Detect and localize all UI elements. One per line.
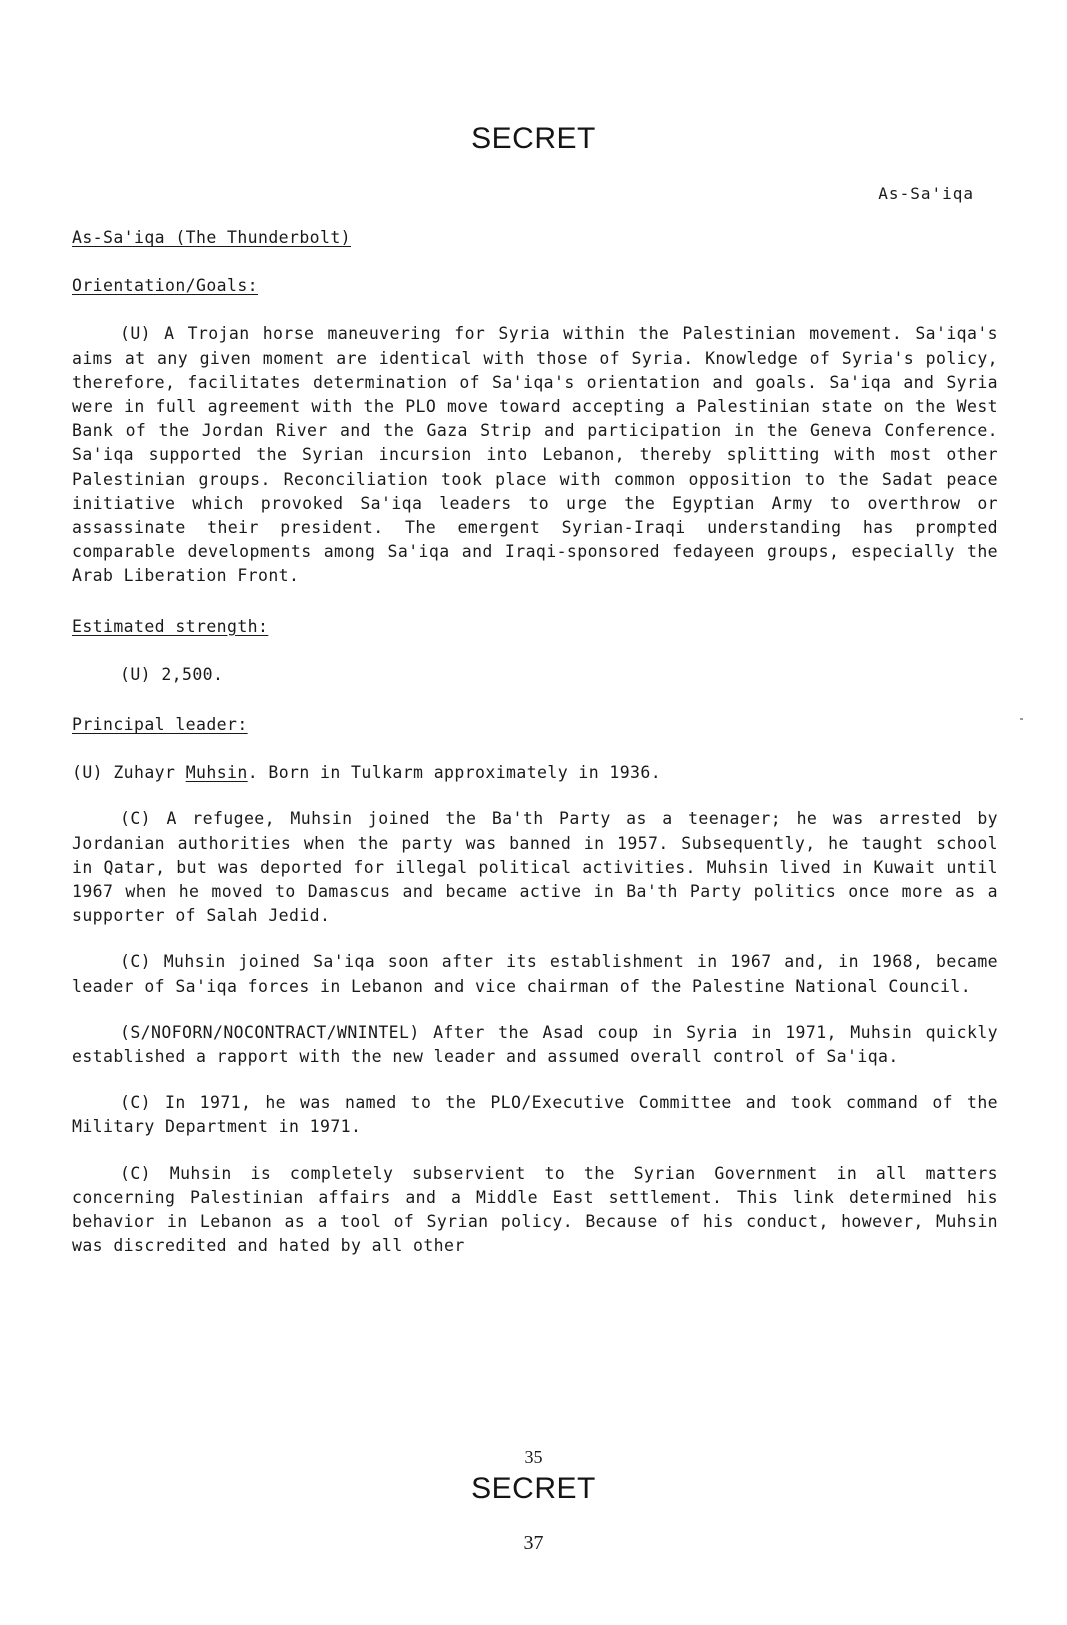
scan-speck [1020,718,1023,720]
classification-marking-top: SECRET [471,122,596,155]
leader-surname: Muhsin [185,763,248,783]
biography-paragraph: (C) Muhsin is completely subservient to the Syrian Government in all matters concerning Palestinian affairs and a Middle East settlement. This link determined his behavior in Lebanon as a tool of Syrian policy. Because of his conduct, however, Muhsin was discredited and hated by all other [72,1163,998,1256]
leader-suffix: . Born in Tulkarm approximately in 1936. [247,763,662,783]
biography-paragraph: (S/NOFORN/NOCONTRACT/WNINTEL) After the Asad coup in Syria in 1971, Muhsin quickly established a rapport with the new leader and assumed overall control of Sa'iqa. [72,1022,998,1067]
inner-page-number: 35 [524,1447,543,1467]
document-body [72,222,998,1281]
leader-prefix: (U) Zuhayr [72,763,186,783]
running-head: As-Sa'iqa [878,184,974,203]
leader-line [72,761,998,785]
classification-marking-bottom: SECRET [471,1472,596,1505]
biography-paragraph: (C) In 1971, he was named to the PLO/Executive Committee and took command of the Military Department in 1971. [72,1093,998,1137]
document-title: As-Sa'iqa (The Thunderbolt) [72,228,352,247]
biography-paragraph: (C) A refugee, Muhsin joined the Ba'th Party as a teenager; he was arrested by Jordanian authorities when the party was banned in 1957. Subsequently, he taught school in Qatar, but was deported for illegal political activities. Muhsin lived in Kuwait until 1967 when he moved to Damascus and became active in Ba'th Party politics once more as a supporter of Salah Jedid. [72,809,998,926]
orientation-heading: Orientation/Goals: [72,276,259,296]
strength-heading: Estimated strength: [72,616,269,636]
leader-heading: Principal leader: [72,715,248,735]
strength-value: (U) 2,500. [120,664,224,684]
orientation-paragraph: (U) A Trojan horse maneuvering for Syria within the Palestinian movement. Sa'iqa's aims at any given moment are identical with those of Syria. Knowledge of Syria's policy, therefore, facilitates determination of Sa'iqa's orientation and goals. Sa'iqa and Syria were in full agreement with the PLO move toward accepting a Palestinian state on the West Bank of the Jordan River and the Gaza Strip and participation in the Geneva Conference. Sa'iqa supported the Syrian incursion into Lebanon, thereby splitting with most other Palestinian groups. Reconciliation took place with common opposition to the Sadat peace initiative which provoked Sa'iqa leaders to urge the Egyptian Army to overthrow or assassinate their president. The emergent Syrian-Iraqi understanding has prompted comparable developments among Sa'iqa and Iraqi-sponsored fedayeen groups, especially the Arab Liberation Front. [72,324,998,586]
outer-page-number: 37 [523,1532,544,1554]
biography-paragraph: (C) Muhsin joined Sa'iqa soon after its establishment in 1967 and, in 1968, became leader of Sa'iqa forces in Lebanon and vice chairman of the Palestine National Council. [72,952,998,996]
